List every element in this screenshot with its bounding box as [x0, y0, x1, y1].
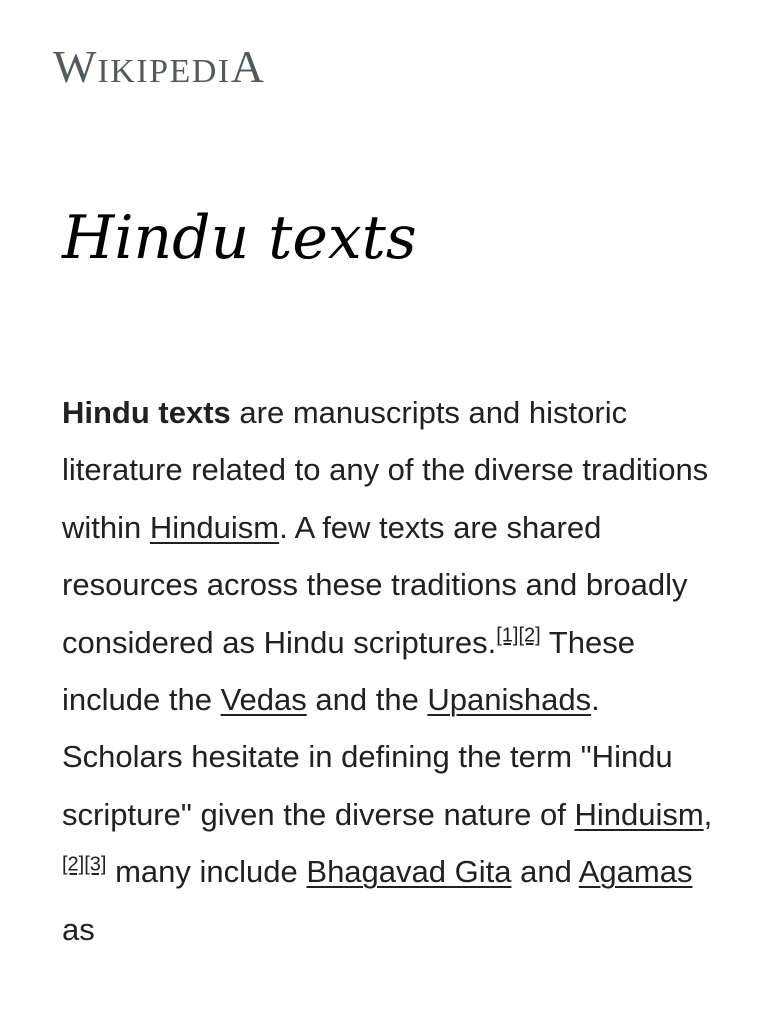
reference-link-2b[interactable]: [2]: [62, 853, 85, 876]
reference-link-1[interactable]: [1]: [496, 624, 519, 647]
text-run: ,: [703, 796, 713, 832]
reference-group: [496, 624, 541, 646]
text-run: many include: [106, 854, 307, 890]
page-title: Hindu texts: [62, 203, 417, 273]
text-run: . A few texts are shared resources across these traditions and broadly considered as Hindu scriptures.: [62, 509, 688, 660]
reference-link-3[interactable]: [3]: [84, 853, 107, 876]
link-hinduism[interactable]: Hinduism: [149, 509, 280, 545]
text-run: are manuscripts and historic literature related to any of the diverse traditions within: [62, 395, 709, 545]
wikipedia-wordmark[interactable]: [53, 40, 265, 99]
text-run: . Scholars hesitate in defining the term "Hindu scripture" given the diverse nature of: [62, 682, 673, 832]
wordmark-final: A: [230, 41, 265, 92]
link-vedas[interactable]: Vedas: [220, 682, 307, 718]
text-run: These include the: [62, 624, 635, 718]
link-hinduism-2[interactable]: Hinduism: [574, 796, 704, 832]
text-run: and the: [306, 682, 428, 718]
link-bhagavad-gita[interactable]: Bhagavad Gita: [306, 854, 512, 890]
text-run: as: [62, 911, 95, 947]
reference-group: [62, 854, 107, 876]
bold-term: Hindu texts: [62, 395, 231, 430]
article-paragraph: [62, 384, 722, 958]
wordmark-middle: IKIPEDI: [97, 53, 231, 90]
link-upanishads[interactable]: Upanishads: [427, 682, 592, 718]
text-run: and: [511, 854, 579, 890]
link-agamas[interactable]: Agamas: [578, 854, 693, 890]
reference-link-2[interactable]: [2]: [518, 624, 541, 647]
wordmark-initial: W: [53, 41, 98, 92]
